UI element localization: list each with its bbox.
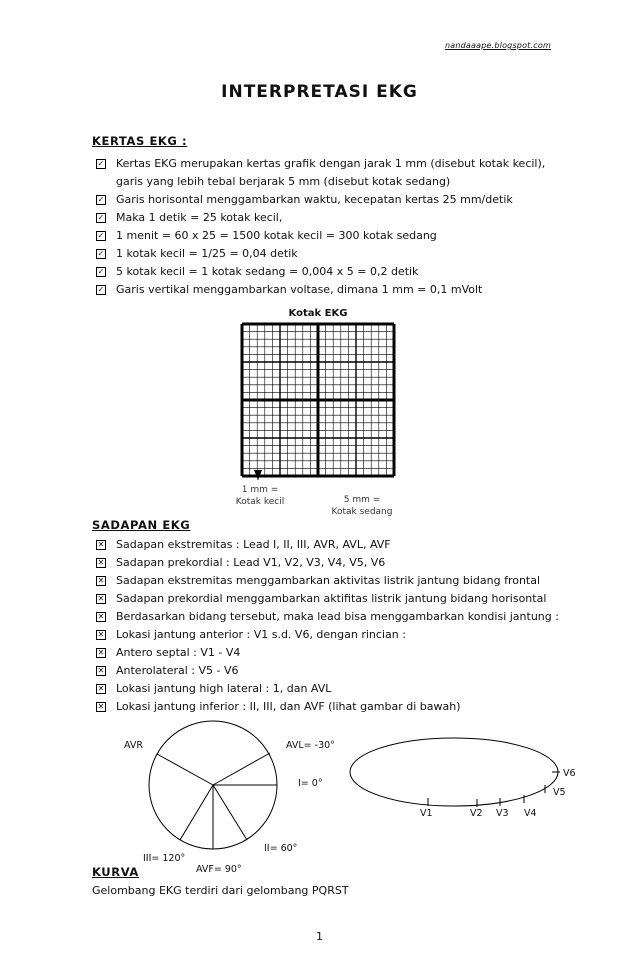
kurva-text: Gelombang EKG terdiri dari gelombang PQRST: [92, 884, 349, 897]
list-item: ✓ 1 kotak kecil = 1/25 = 0,04 detik: [97, 247, 298, 260]
list-item: ✕ Lokasi jantung high lateral : 1, dan AVL: [97, 682, 332, 695]
checkbox-icon: ✓: [97, 213, 105, 222]
x-box-icon: ✕: [97, 558, 105, 567]
checkbox-icon: ✓: [97, 195, 105, 204]
list-item: ✕ Sadapan ekstremitas menggambarkan aktivitas listrik jantung bidang frontal: [97, 574, 541, 587]
x-box-icon: ✕: [97, 666, 105, 675]
label-v2: V2: [470, 808, 483, 819]
kertas-list: [92, 155, 552, 299]
section-heading-kurva: KURVA: [92, 865, 139, 879]
list-item: ✓ Kertas EKG merupakan kertas grafik dengan jarak 1 mm (disebut kotak kecil), garis yang lebih tebal berjarak 5 mm (disebut kotak sedang): [97, 157, 546, 188]
x-box-icon: ✕: [97, 684, 105, 693]
grid-title: Kotak EKG: [288, 308, 348, 319]
site-url: nandaaape.blogspot.com: [445, 41, 551, 50]
section-heading-sadapan: SADAPAN EKG: [92, 518, 191, 532]
lead-iii-line: [180, 785, 213, 840]
checkbox-icon: ✓: [97, 249, 105, 258]
label-avr: AVR: [124, 740, 143, 751]
checkbox-icon: ✓: [97, 231, 105, 240]
lead-avl-line: [213, 753, 270, 785]
checkbox-icon: ✓: [97, 285, 105, 294]
list-item: ✕ Antero septal : V1 - V4: [97, 646, 241, 659]
label-ii: II= 60°: [264, 843, 298, 854]
label-avl: AVL= -30°: [286, 740, 335, 751]
list-item: ✕ Lokasi jantung inferior : II, III, dan AVF (lihat gambar di bawah): [97, 700, 461, 713]
label-v6: V6: [563, 768, 576, 779]
lead-ii-line: [213, 785, 247, 840]
sadapan-list: [92, 536, 562, 716]
list-item: ✕ Sadapan ekstremitas : Lead I, II, III, AVR, AVL, AVF: [97, 538, 391, 551]
page-title: INTERPRETASI EKG: [221, 82, 418, 102]
lead-avr-line: [157, 754, 213, 785]
list-item: ✕ Berdasarkan bidang tersebut, maka lead bisa menggambarkan kondisi jantung :: [97, 610, 559, 623]
list-item: ✓ 5 kotak kecil = 1 kotak sedang = 0,004 x 5 = 0,2 detik: [97, 265, 419, 278]
list-item: ✕ Lokasi jantung anterior : V1 s.d. V6, dengan rincian :: [97, 628, 406, 641]
list-item: ✕ Sadapan prekordial : Lead V1, V2, V3, V4, V5, V6: [97, 556, 386, 569]
chest-ellipse: [350, 738, 558, 806]
label-v5: V5: [553, 787, 566, 798]
label-v1: V1: [420, 808, 433, 819]
list-item: ✕ Sadapan prekordial menggambarkan aktifitas listrik jantung bidang horisontal: [97, 592, 547, 605]
label-v3: V3: [496, 808, 509, 819]
list-item: ✓ 1 menit = 60 x 25 = 1500 kotak kecil = 300 kotak sedang: [97, 229, 437, 242]
large-box-caption: 5 mm = Kotak sedang: [331, 495, 393, 517]
page-number: 1: [316, 930, 323, 943]
small-box-caption: 1 mm = Kotak kecil: [235, 485, 285, 507]
list-item: ✓ Garis vertikal menggambarkan voltase, dimana 1 mm = 0,1 mVolt: [97, 283, 483, 296]
list-item: ✓ Maka 1 detik = 25 kotak kecil,: [97, 211, 283, 224]
list-item: ✕ Anterolateral : V5 - V6: [97, 664, 239, 677]
precordial-lead-diagram: [348, 736, 560, 810]
list-item: ✓ Garis horisontal menggambarkan waktu, kecepatan kertas 25 mm/detik: [97, 193, 513, 206]
checkbox-icon: ✓: [97, 267, 105, 276]
x-box-icon: ✕: [97, 540, 105, 549]
ekg-grid: [238, 320, 400, 480]
x-box-icon: ✕: [97, 594, 105, 603]
x-box-icon: ✕: [97, 702, 105, 711]
x-box-icon: ✕: [97, 648, 105, 657]
x-box-icon: ✕: [97, 576, 105, 585]
section-heading-kertas: KERTAS EKG :: [92, 134, 188, 148]
x-box-icon: ✕: [97, 612, 105, 621]
label-iii: III= 120°: [143, 853, 186, 864]
label-v4: V4: [524, 808, 537, 819]
x-box-icon: ✕: [97, 630, 105, 639]
label-i: I= 0°: [298, 778, 323, 789]
label-avf: AVF= 90°: [196, 864, 242, 875]
checkbox-icon: ✓: [97, 159, 105, 168]
